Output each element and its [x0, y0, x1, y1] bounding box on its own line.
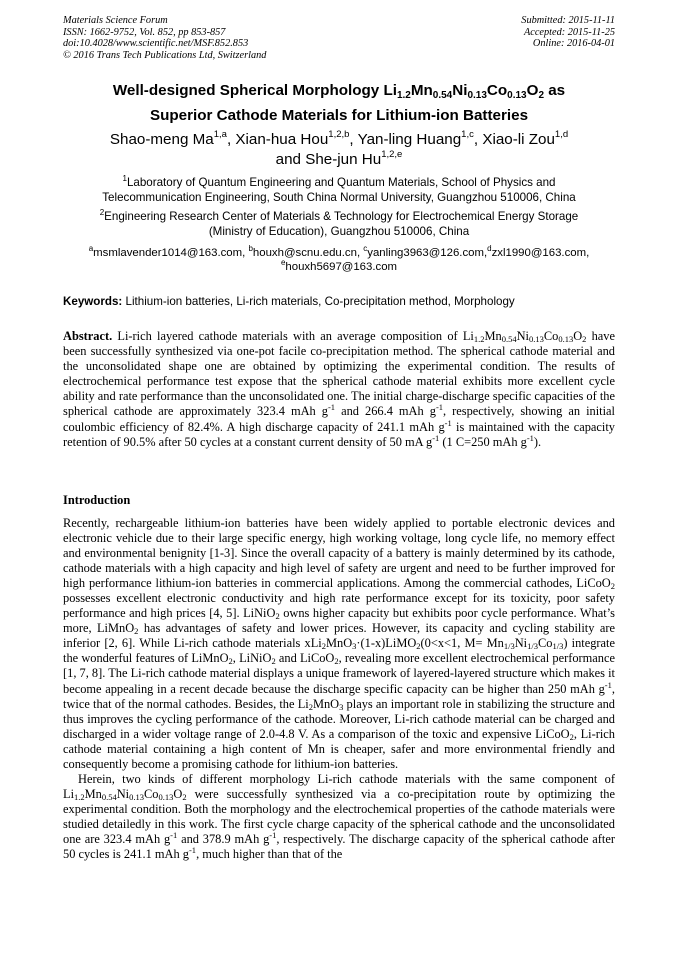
intro-paragraph-2: Herein, two kinds of different morphology Li-rich cathode materials with the same component of $Li_{1.2}Mn_{0.54}Ni_{0.13}Co_{0.13}O_2$ were successfully synthesized via a co-precipitation route by optimizing the experimental condition. Both the morphology and the electrochemical properties of the cathode materials were studied detailedly in this work. The first cycle charge capacity of the spherical cathode and the unconsolidated one are 323.4 mAh $g^{-1}$ and 378.9 mAh $g^{-1}$, respectively. The discharge capacity of the spherical cathode after 50 cycles is 241.1 mAh $g^{-1}$, much higher than that of the	[63, 771, 615, 862]
keywords	[63, 294, 615, 309]
introduction-body	[63, 516, 615, 862]
email-a[interactable]: msmlavender1014@163.com,	[93, 247, 249, 259]
section-heading-introduction: Introduction	[63, 493, 131, 507]
journal-header	[63, 15, 266, 61]
email-b[interactable]: houxh@scnu.edu.cn,	[252, 247, 364, 259]
author-emails: $^a$msmlavender1014@163.com, $^b$houxh@scnu.edu.cn, $^c$yanling3963@126.com,$^d$zxl1990@163.com, $^e$houxh5697@163.com	[88, 244, 590, 273]
authors-line-1: Shao-meng Ma$^{1,a}$, Xian-hua Hou$^{1,2,b}$, Yan-ling Huang$^{1,c}$, Xiao-li Zou$^{1,d}$	[109, 129, 569, 148]
paper-title	[40, 78, 638, 128]
affiliation-1: $^1$Laboratory of Quantum Engineering and Quantum Materials, School of Physics and Telecommunication Engineering, South China Normal University, Guangzhou 510006, China	[102, 174, 576, 205]
title-line-2: Superior Cathode Materials for Lithium-ion Batteries	[149, 107, 529, 124]
affiliation-2: $^2$Engineering Research Center of Materials & Technology for Electrochemical Energy Storage (Ministry of Education), Guangzhou 510006, China	[99, 208, 579, 239]
abstract: Abstract. Li-rich layered cathode materials with an average composition of $Li_{1.2}Mn_{0.54}Ni_{0.13}Co_{0.13}O_2$ have been successfully synthesized via one-pot facile co-precipitation method. The spherical cathode material and the unconsolidated shape one are obtained by optimizing the experimental condition. The results of electrochemical performance test expose that the spherical cathode material exhibits more excellent cycle ability and rate performance than the unconsolidated one. The initial charge-discharge specific capacities of the spherical cathode are approximately 323.4 mAh $g^{-1}$ and 266.4 mAh $g^{-1}$, respectively, showing an initial coulombic efficiency of 82.4%. A high discharge capacity of 241.1 mAh $g^{-1}$ is maintained with the capacity retention of 90.5% after 50 cycles at a constant current density of 50 mA $g^{-1}$ (1 C=250 mAh $g^{-1}$).	[63, 329, 615, 449]
dates-header	[521, 15, 615, 50]
submitted-date: Submitted: 2015-11-11	[521, 15, 615, 26]
email-c[interactable]: yanling3963@126.com,	[367, 247, 488, 259]
authors-line-2: and She-jun Hu$^{1,2,e}$	[275, 148, 403, 168]
abstract-label: Abstract.	[63, 329, 113, 343]
doi-line: doi:10.4028/www.scientific.net/MSF.852.853	[63, 38, 249, 50]
accepted-date: Accepted: 2015-11-25	[523, 26, 615, 38]
title-line-1: Well-designed Spherical Morphology $Li_{1.2}Mn_{0.54}Ni_{0.13}Co_{0.13}O_2$ as	[112, 82, 566, 101]
keywords-label: Keywords:	[63, 295, 123, 308]
author-list	[40, 130, 638, 169]
email-d[interactable]: zxl1990@163.com,	[491, 247, 590, 259]
online-date: Online: 2016-04-01	[532, 38, 615, 50]
keywords-text: Lithium-ion batteries, Li-rich materials, Co-precipitation method, Morphology	[122, 295, 515, 308]
copyright-line: © 2016 Trans Tech Publications Ltd, Switzerland	[63, 49, 267, 61]
email-e[interactable]: houxh5697@163.com	[285, 261, 398, 273]
journal-name: Materials Science Forum	[63, 15, 168, 26]
intro-paragraph-1: Recently, rechargeable lithium-ion batteries have been widely applied to portable electronic devices and electronic vehicle due to their large specific energy, high working voltage, long cycle life, no memory effect and environmental benignity [1-3]. Since the overall capacity of a battery is mainly determined by its cathode, cathode materials with a high capacity and high level of safety are urgent and need to be further improved for high performance lithium-ion batteries in commercial applications. Among the commercial cathodes, LiCoO$_2$ possesses excellent electronic conductivity and high rate performance except for its toxicity, poor safety performance and high prices [4, 5]. LiNiO$_2$ owns higher capacity but exhibits poor cycle performance. What’s more, LiMnO$_2$ has advantages of safety and lower prices. However, its capacity and cycling stability are inferior [2, 6]. While Li-rich cathode materials xLi$_2$MnO$_3$·(1-x)LiMO$_2$(0<x<1, $M= Mn_{1/3}Ni_{1/3}Co_{1/3}$) integrate the wonderful features of LiMnO$_2$, LiNiO$_2$ and LiCoO$_2$, revealing more excellent electrochemical performance [1, 7, 8]. The Li-rich cathode material displays a unique framework of layered-layered structure which makes it become appealing in a recent decade because the discharge specific capacity can be higher than 250 mAh $g^{-1}$, twice that of the normal cathodes. Besides, the $Li_2MnO_3$ plays an important role in stabilizing the structure and thus improves the cycling performance of the cathode. Moreover, Li-rich cathode material can be charged and discharged in a wider voltage range of 2.0-4.8 V. As a comparison of the toxic and expensive LiCoO$_2$, Li-rich cathode material containing a high content of Mn is cheaper, safer and more environmental friendly and consequently become a promising cathode for lithium-ion batteries.	[63, 516, 615, 771]
issn-line: ISSN: 1662-9752, Vol. 852, pp 853-857	[63, 26, 226, 38]
